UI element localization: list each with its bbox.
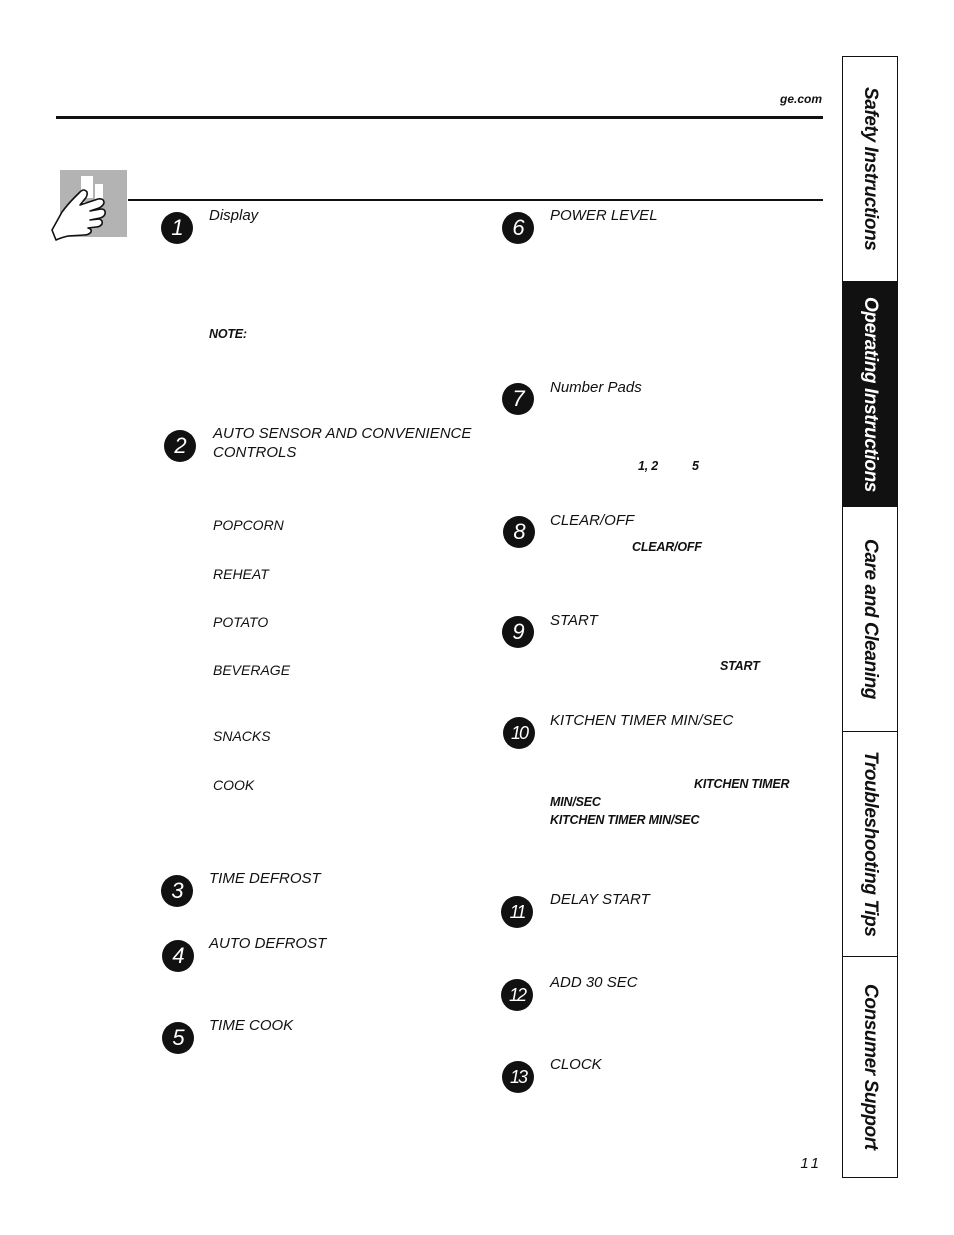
clock-label: CLOCK: [550, 1056, 602, 1073]
time-cook-label: TIME COOK: [209, 1017, 294, 1034]
clear-off-bold: CLEAR/OFF: [632, 540, 702, 554]
item-number-7: 7: [502, 383, 534, 415]
tab-care-and-cleaning[interactable]: [843, 507, 897, 732]
tab-label: Care and Cleaning: [860, 538, 881, 700]
section-rule: [128, 199, 823, 201]
number-pads-bold-a: 1, 2: [638, 459, 659, 473]
kitchen-timer-bold-1: KITCHEN TIMER: [694, 777, 790, 791]
item-number-4: 4: [162, 940, 194, 972]
tab-label: Consumer Support: [860, 984, 881, 1150]
option-popcorn: POPCORN: [213, 517, 284, 533]
tab-label: Troubleshooting Tips: [860, 751, 881, 937]
option-cook: COOK: [213, 777, 255, 793]
tab-operating-instructions[interactable]: [843, 282, 897, 507]
display-label: Display: [209, 207, 259, 224]
option-reheat: REHEAT: [213, 566, 269, 582]
tab-troubleshooting-tips[interactable]: [843, 732, 897, 957]
tab-label: Operating Instructions: [860, 296, 881, 492]
tab-consumer-support[interactable]: [843, 957, 897, 1177]
section-tabs: [842, 56, 898, 1178]
item-number-5: 5: [162, 1022, 194, 1054]
page-number: 11: [800, 1155, 822, 1172]
start-label: START: [550, 612, 598, 629]
delay-start-label: DELAY START: [550, 891, 650, 908]
clear-off-label: CLEAR/OFF: [550, 512, 635, 529]
time-defrost-label: TIME DEFROST: [209, 870, 321, 887]
number-pads-label: Number Pads: [550, 379, 642, 396]
item-number-11: 11: [501, 896, 533, 928]
item-number-9: 9: [502, 616, 534, 648]
kitchen-timer-bold-3: KITCHEN TIMER MIN/SEC: [550, 813, 700, 827]
pointing-hand-icon: [60, 170, 127, 237]
kitchen-timer-label: KITCHEN TIMER MIN/SEC: [550, 712, 734, 729]
option-snacks: SNACKS: [213, 728, 271, 744]
number-pads-bold-b: 5: [692, 459, 699, 473]
item-number-8: 8: [503, 516, 535, 548]
tab-label: Safety Instructions: [860, 87, 881, 251]
item-number-3: 3: [161, 875, 193, 907]
item-number-10: 10: [503, 717, 535, 749]
item-number-1: 1: [161, 212, 193, 244]
kitchen-timer-bold-2: MIN/SEC: [550, 795, 601, 809]
auto-sensor-label-line2: CONTROLS: [213, 444, 297, 461]
option-beverage: BEVERAGE: [213, 662, 291, 678]
start-bold: START: [720, 659, 760, 673]
item-number-13: 13: [502, 1061, 534, 1093]
tab-safety-instructions[interactable]: [843, 57, 897, 282]
item-number-12: 12: [501, 979, 533, 1011]
item-number-6: 6: [502, 212, 534, 244]
top-rule: [56, 116, 823, 119]
auto-sensor-label-line1: AUTO SENSOR AND CONVENIENCE: [213, 425, 472, 442]
add-30-sec-label: ADD 30 SEC: [550, 974, 638, 991]
option-potato: POTATO: [213, 614, 269, 630]
item-number-2: 2: [164, 430, 196, 462]
display-note: NOTE:: [209, 327, 247, 341]
power-level-label: POWER LEVEL: [550, 207, 658, 224]
auto-defrost-label: AUTO DEFROST: [209, 935, 327, 952]
site-url: ge.com: [779, 92, 822, 106]
